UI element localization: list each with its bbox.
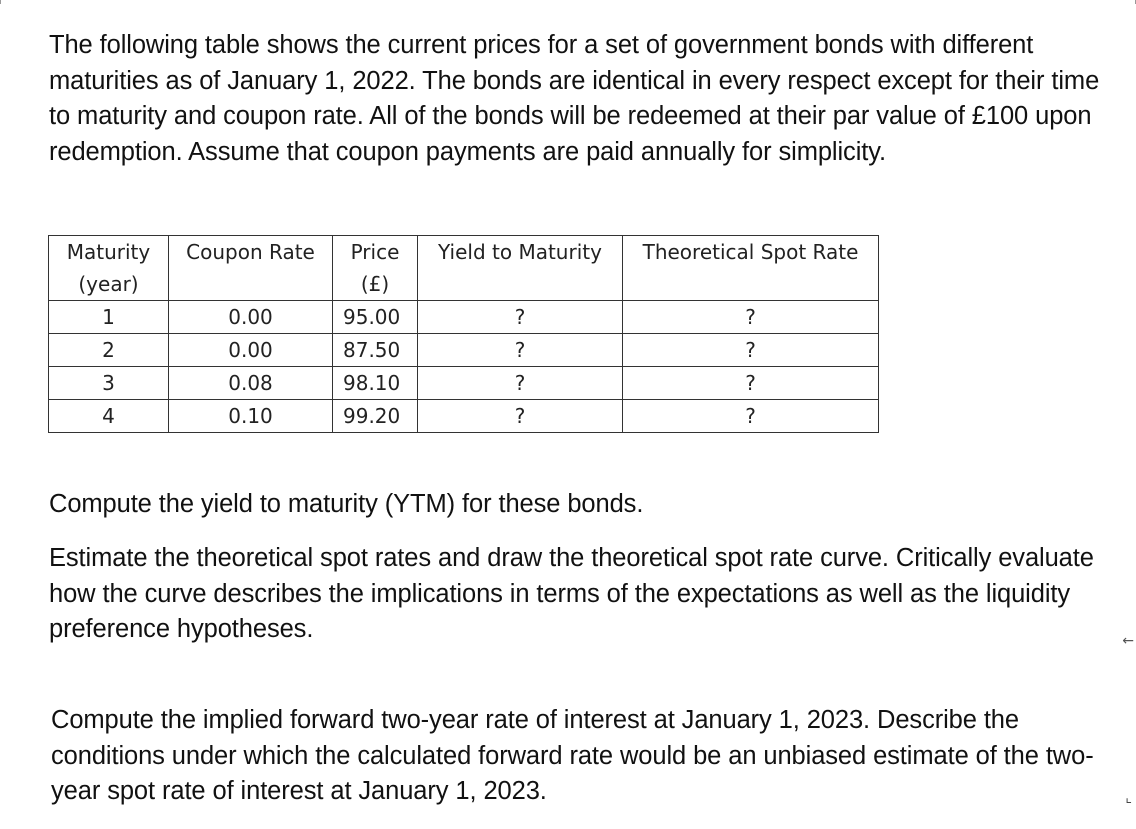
intro-paragraph: The following table shows the current prices for a set of government bonds with different maturities as of January 1, 2022. The bonds are identical in every respect except for their time to maturity and coupon rate. All of the bonds will be redeemed at their par value of £100 upon redemption. Assume that coupon payments are paid annually for simplicity. <box>49 31 1100 166</box>
cell-ytm: ? <box>418 400 623 433</box>
cell-spot: ? <box>623 400 879 433</box>
cell-coupon: 0.10 <box>169 400 333 433</box>
cell-price: 95.00 <box>333 301 418 334</box>
cell-maturity: 2 <box>49 334 169 367</box>
cell-price: 87.50 <box>333 334 418 367</box>
header-maturity <box>49 236 169 301</box>
question-forward-rate: Compute the implied forward two-year rate of interest at January 1, 2023. Describe the conditions under which the calculated forward rate would be an unbiased estimate of the two-year spot rate of interest at January 1, 2023. <box>51 706 1094 805</box>
cell-spot: ? <box>623 334 879 367</box>
cell-coupon: 0.00 <box>169 334 333 367</box>
question-spot-rates: Estimate the theoretical spot rates and draw the theoretical spot rate curve. Critically evaluate how the curve describes the implications in terms of the expectations as well as the liquidity preference hypotheses. <box>49 544 1094 643</box>
cell-maturity: 3 <box>49 367 169 400</box>
cell-spot: ? <box>623 301 879 334</box>
header-maturity-line2: (year) <box>78 272 139 296</box>
question-ytm: Compute the yield to maturity (YTM) for these bonds. <box>49 490 644 518</box>
left-arrow-icon[interactable]: ← <box>1122 633 1134 649</box>
header-price <box>333 236 418 301</box>
header-price-line2: (£) <box>360 272 390 296</box>
cell-maturity: 4 <box>49 400 169 433</box>
cell-price: 98.10 <box>333 367 418 400</box>
text-cursor-icon: ⌞ <box>1125 790 1132 806</box>
cell-spot: ? <box>623 367 879 400</box>
table-row <box>49 367 879 400</box>
table-header-row <box>49 236 879 301</box>
table-row <box>49 400 879 433</box>
cell-coupon: 0.08 <box>169 367 333 400</box>
header-yield-to-maturity: Yield to Maturity <box>418 236 623 301</box>
header-coupon-rate: Coupon Rate <box>169 236 333 301</box>
cell-ytm: ? <box>418 301 623 334</box>
table-row <box>49 334 879 367</box>
header-price-line1: Price <box>350 240 400 264</box>
cell-ytm: ? <box>418 367 623 400</box>
table-row <box>49 301 879 334</box>
header-theoretical-spot-rate: Theoretical Spot Rate <box>623 236 879 301</box>
cell-ytm: ? <box>418 334 623 367</box>
cell-maturity: 1 <box>49 301 169 334</box>
page-edge-left <box>0 0 1 4</box>
cell-price: 99.20 <box>333 400 418 433</box>
cell-coupon: 0.00 <box>169 301 333 334</box>
header-maturity-line1: Maturity <box>66 240 151 264</box>
bond-table <box>48 235 879 433</box>
